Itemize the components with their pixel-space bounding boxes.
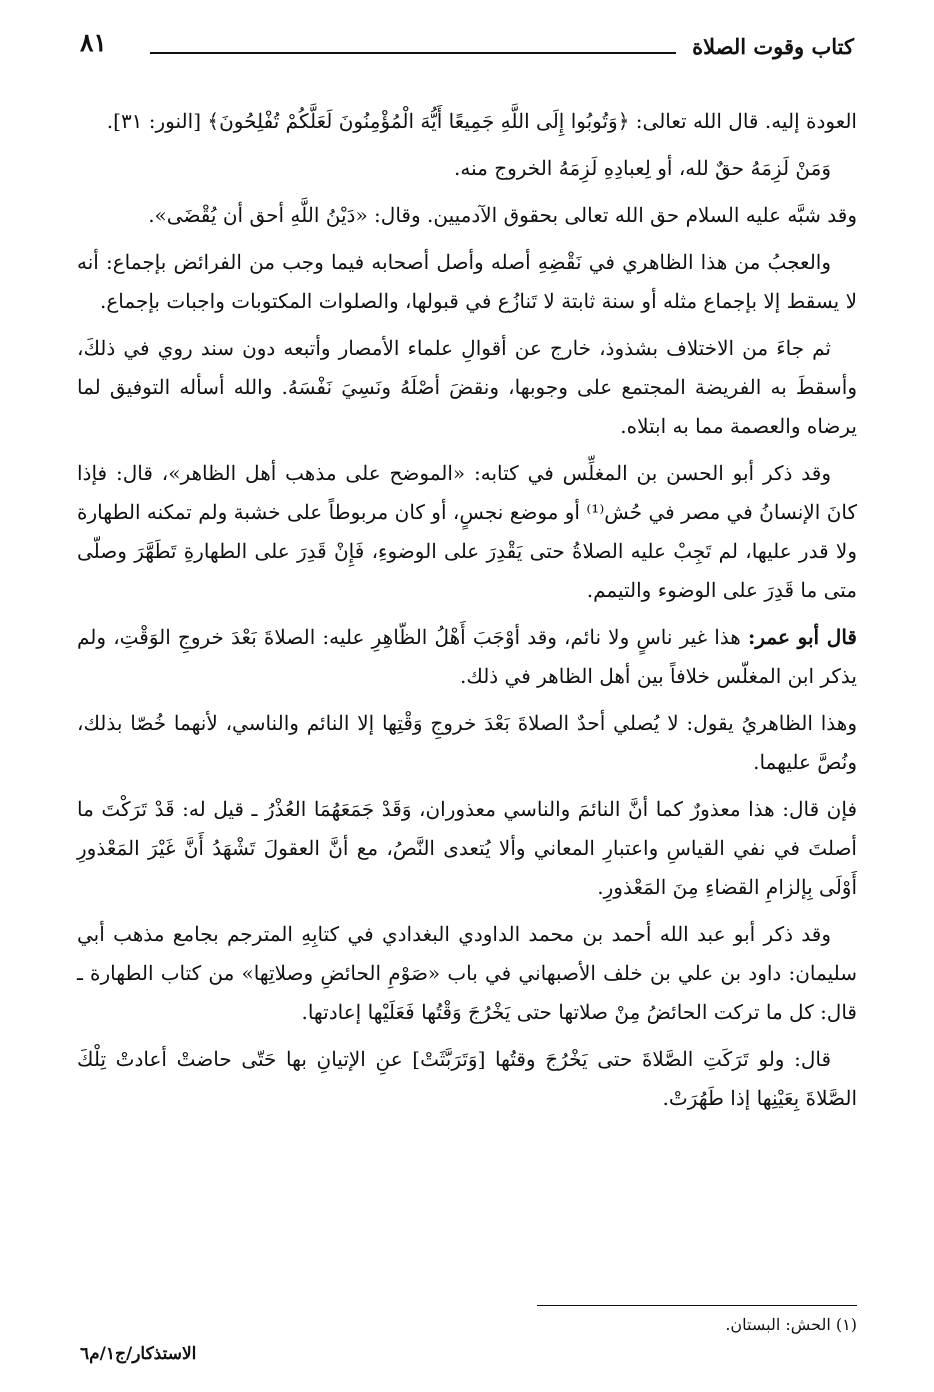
paragraph-2: وَمَنْ لَزِمَهُ حقٌ لله، أو لِعبادِهِ لَزِمَهُ الخروج منه. — [454, 156, 831, 180]
footnote-rule — [537, 1305, 857, 1306]
footnote: (١) الحش: البستان. — [725, 1315, 857, 1334]
paragraph-8: وهذا الظاهريُ يقول: لا يُصلي أحدٌ الصلاةَ بَعْدَ خروجِ وَقْتِها إلا النائم والناسي، لأنهما خُصّا بذلك، ونُصَّ عليهما. — [77, 711, 857, 774]
paragraph-4: والعجبُ من هذا الظاهري في نَقْضِهِ أصله وأصل أصحابه فيما وجب من الفرائض بإجماع: أنه لا يسقط إلا بإجماع مثله أو سنة ثابتة لا تَنازُع في قبولها، والصلوات المكتوبات واجبات بإجماع. — [77, 250, 857, 313]
paragraph-7 — [77, 618, 857, 696]
paragraph-7-text: هذا غير ناسٍ ولا نائم، وقد أوْجَبَ أَهْلُ الظّاهِرِ عليه: الصلاةَ بَعْدَ خروجِ الوَقْتِ، ولم يذكر ابن المغلّس خلافاً بين أهل الظاهر في ذلك. — [77, 625, 857, 688]
header-rule — [150, 52, 676, 54]
volume-signature: الاستذكار/ج١/م٦ — [80, 1344, 197, 1364]
paragraph-11: قال: ولو تَرَكَتِ الصَّلاةَ حتى يَخْرُجَ وقتُها [وَتَرَبَّثَتْ] عنِ الإتيانِ بها حَتّى حاضتْ أعادتْ تِلْكَ الصَّلاةَ بِعَيْنِها إذا طَهُرَتْ. — [77, 1047, 857, 1110]
paragraph-9: فإن قال: هذا معذورٌ كما أنَّ النائمَ والناسي معذوران، وَقَدْ جَمَعَهُمَا العُذْرُ ـ قيل له: قَدْ تَرَكْتَ ما أصلتَ في نفي القياسِ واعتبارِ المعاني وألا يُتعدى النَّصُ، مع أنَّ العقولَ تَشْهَدُ أَنَّ غَيْرَ المَعْذورِ أَوْلَى بِإلزامِ القضاءِ مِنَ المَعْذورِ. — [77, 797, 857, 899]
paragraph-6: وقد ذكر أبو الحسن بن المغلِّس في كتابه: «الموضح على مذهب أهل الظاهر»، قال: فإذا كانَ الإنسانُ في مصر في حُش⁽¹⁾ أو موضع نجسٍ، أو كان مربوطاً على خشبة ولم تمكنه الطهارة ولا قدر عليها، لم تَجِبْ عليه الصلاةُ حتى يَقْدِرَ على الوضوءِ، فَإِنْ قَدِرَ على الطهارةِ تَطَهَّرَ وصلّى متى ما قَدِرَ على الوضوء والتيمم. — [77, 461, 857, 602]
paragraph-10: وقد ذكر أبو عبد الله أحمد بن محمد الداودي البغدادي في كتابِهِ المترجم بجامع مذهب أبي سليمان: داود بن علي بن خلف الأصبهاني في باب «صَوْمِ الحائضِ وصلاتِها» من كتاب الطهارة ـ قال: كل ما تركت الحائضُ مِنْ صلاتها حتى يَخْرُجَ وَقْتُها فَعَلَيْها إعادتها. — [77, 922, 857, 1024]
page-number: ٨١ — [80, 28, 107, 57]
paragraph-1: العودة إليه. قال الله تعالى: ﴿وَتُوبُوا إِلَى اللَّهِ جَمِيعًا أَيُّهَ الْمُؤْمِنُونَ لَعَلَّكُمْ تُفْلِحُونَ﴾ [النور: ٣١]. — [106, 109, 857, 133]
running-title: كتاب وقوت الصلاة — [692, 34, 854, 59]
paragraph-3: وقد شبَّه عليه السلام حق الله تعالى بحقوق الآدميين. وقال: «دَيْنُ اللَّهِ أحق أن يُقْضَى». — [148, 203, 857, 227]
page-header — [80, 28, 854, 68]
paragraph-5: ثم جاءَ من الاختلاف بشذوذ، خارج عن أقوالِ علماء الأمصار وأتبعه دون سند روي في ذلكَ، وأسقطَ به الفريضة المجتمع على وجوبها، ونقضَ أصْلَهُ ونَسِيَ نَفْسَهُ. والله أسأله التوفيق لما يرضاه والعصمة مما به ابتلاه. — [77, 336, 857, 438]
speaker-label: قال أبو عمر: — [747, 625, 857, 649]
page-body — [77, 102, 857, 1126]
